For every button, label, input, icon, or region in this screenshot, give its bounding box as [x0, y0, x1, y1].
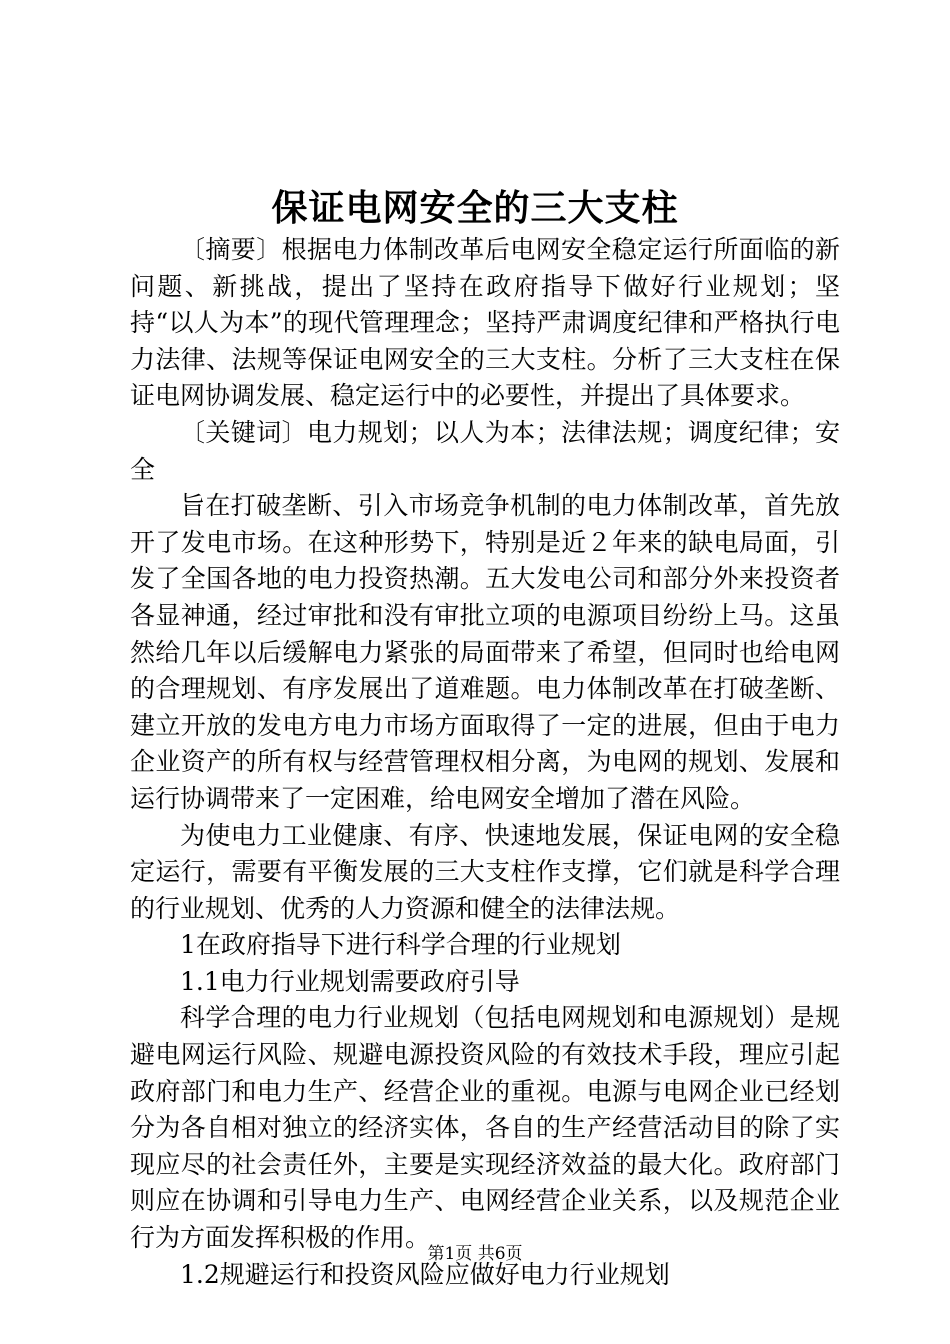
body-paragraph: 为使电力工业健康、有序、快速地发展，保证电网的安全稳定运行，需要有平衡发展的三大支柱作支撑，它们就是科学合理的行业规划、优秀的人力资源和健全的法律法规。: [130, 820, 840, 923]
subsection-heading: 1.1电力行业规划需要政府引导: [180, 966, 520, 996]
subsection-heading: 1.2规避运行和投资风险应做好电力行业规划: [180, 1259, 670, 1289]
body-paragraph: 科学合理的电力行业规划（包括电网规划和电源规划）是规避电网运行风险、规避电源投资风险的有效技术手段，理应引起政府部门和电力生产、经营企业的重视。电源与电网企业已经划分为各自相对独立的经济实体，各自的生产经营活动目的除了实现应尽的社会责任外，主要是实现经济效益的最大化。政府部门则应在协调和引导电力生产、电网经营企业关系，以及规范企业行为方面发挥积极的作用。: [130, 1003, 840, 1253]
section-heading: 1在政府指导下进行科学合理的行业规划: [180, 930, 621, 960]
keywords-paragraph: 〔关键词〕电力规划；以人为本；法律法规；调度纪律；安全: [130, 417, 840, 484]
document-body: [130, 232, 840, 1293]
page-number-footer: 第1页 共6页: [427, 1244, 523, 1264]
document-title: 保证电网安全的三大支柱: [271, 187, 679, 229]
body-paragraph: 旨在打破垄断、引入市场竞争机制的电力体制改革，首先放开了发电市场。在这种形势下，特别是近２年来的缺电局面，引发了全国各地的电力投资热潮。五大发电公司和部分外来投资者各显神通，经过审批和没有审批立项的电源项目纷纷上马。这虽然给几年以后缓解电力紧张的局面带来了希望，但同时也给电网的合理规划、有序发展出了道难题。电力体制改革在打破垄断、建立开放的发电方电力市场方面取得了一定的进展，但由于电力企业资产的所有权与经营管理权相分离，为电网的规划、发展和运行协调带来了一定困难，给电网安全增加了潜在风险。: [130, 491, 840, 813]
abstract-paragraph: 〔摘要〕根据电力体制改革后电网安全稳定运行所面临的新问题、新挑战，提出了坚持在政府指导下做好行业规划；坚持“以人为本”的现代管理理念；坚持严肃调度纪律和严格执行电力法律、法规等保证电网安全的三大支柱。分析了三大支柱在保证电网协调发展、稳定运行中的必要性，并提出了具体要求。: [130, 235, 840, 411]
